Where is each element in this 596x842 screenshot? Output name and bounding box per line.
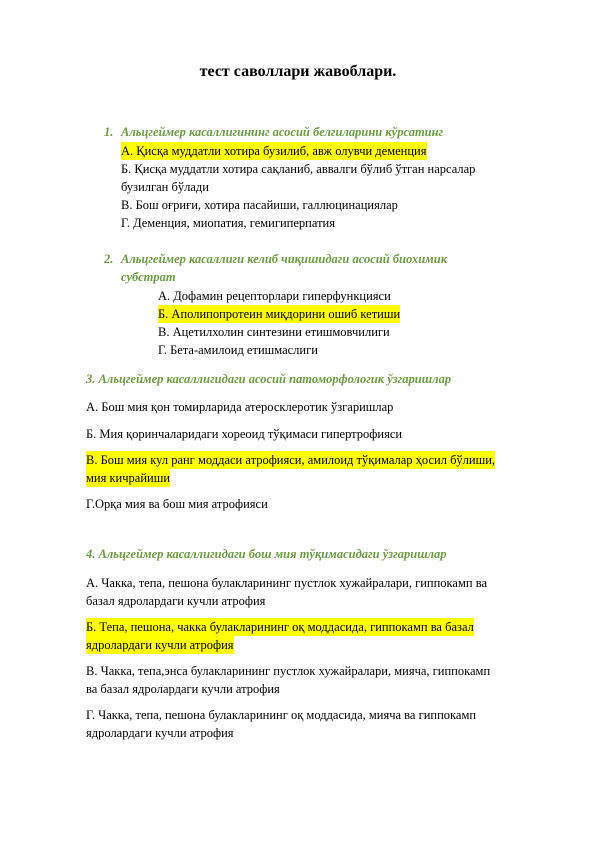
question-2-text-cont: субстрат xyxy=(121,270,176,284)
question-2-answer-c: В. Ацетилхолин синтезини етишмовчилиги xyxy=(158,325,390,339)
question-4-answer-b: Б. Тепа, пешона, чакка булакларининг оқ моддасида, гиппокамп ва базал xyxy=(86,620,474,634)
question-1-answer-b-cont: бузилган бўлади xyxy=(121,180,209,194)
question-1-answer-a: А. Қисқа муддатли хотира бузилиб, авж олувчи деменция xyxy=(121,144,427,158)
question-1-answer-b: Б. Қисқа муддатли хотира сақланиб, аввалги бўлиб ўтган нарсалар xyxy=(121,162,476,176)
question-1-number: 1. xyxy=(104,125,114,139)
question-3-answer-c-cont: мия кичрайиши xyxy=(86,471,171,485)
question-2-answer-b: Б. Аполипопротеин миқдорини ошиб кетиши xyxy=(158,307,401,321)
question-4-answer-b-cont: ядролардаги кучли атрофия xyxy=(86,638,234,652)
question-4-answer-a-cont: базал ядролардаги кучли атрофия xyxy=(86,594,266,608)
question-4-answer-d-cont: ядролардаги кучли атрофия xyxy=(86,726,234,740)
question-1-answer-d: Г. Деменция, миопатия, гемигиперпатия xyxy=(121,216,335,230)
question-3-answer-c: В. Бош мия кул ранг моддаси атрофияси, амилоид тўқималар ҳосил бўлиши, xyxy=(86,453,496,467)
question-3-answer-b: Б. Мия қоринчаларидаги хореоид тўқимаси гипертрофияси xyxy=(86,427,403,441)
question-4-answer-a: А. Чакка, тепа, пешона булакларининг пустлок хужайралари, гиппокамп ва xyxy=(86,576,487,590)
question-2-number: 2. xyxy=(104,252,114,266)
question-3-answer-d: Г.Орқа мия ва бош мия атрофияси xyxy=(86,497,268,511)
question-2-text: Альцгеймер касаллиги келиб чиқишидаги асосий биохимик xyxy=(121,252,448,266)
question-3-text: 3. Альцгеймер касаллигидаги асосий патоморфологик ўзгаришлар xyxy=(86,372,452,386)
question-4-answer-c-cont: ва базал ядролардаги кучли атрофия xyxy=(86,682,280,696)
page-title: тест саволлари жавоблари. xyxy=(199,63,397,80)
question-3-answer-a: А. Бош мия қон томирларида атеросклеротик ўзгаришлар xyxy=(86,400,394,414)
question-2-answer-d: Г. Бета-амилоид етишмаслиги xyxy=(158,343,318,357)
question-1-text: Альцгеймер касаллигининг асосий белгиларини кўрсатинг xyxy=(121,125,444,139)
question-2-answer-a: А. Дофамин рецепторлари гиперфункцияси xyxy=(158,289,391,303)
question-4-answer-d: Г. Чакка, тепа, пешона булакларининг оқ моддасида, мияча ва гиппокамп xyxy=(86,708,477,722)
question-1-answer-c: В. Бош оғриғи, хотира пасайиши, галлюцинациялар xyxy=(121,198,398,212)
question-4-answer-c: В. Чакка, тепа,энса булакларининг пустлок хужайралари, мияча, гиппокамп xyxy=(86,664,491,678)
question-4-text: 4. Альцгеймер касаллигидаги бош мия тўқимасидаги ўзгаришлар xyxy=(86,547,447,561)
